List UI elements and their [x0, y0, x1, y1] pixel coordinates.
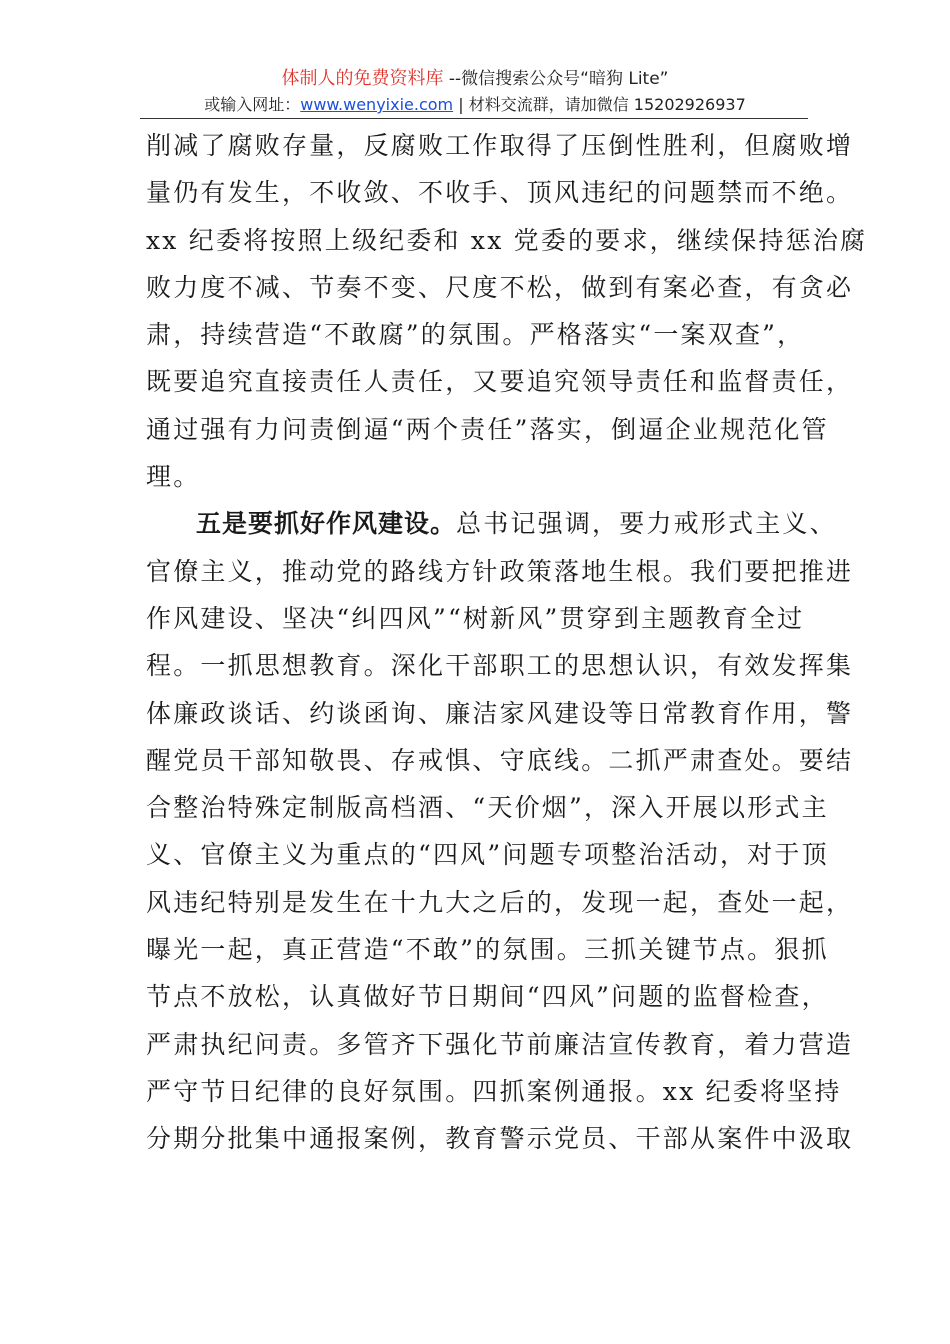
text-line: xx 纪委将按照上级纪委和 xx 党委的要求，继续保持惩治腐	[146, 225, 868, 255]
header-brand: 体制人的免费资料库	[281, 68, 444, 89]
text-line: 通过强有力问责倒逼“两个责任”落实，倒逼企业规范化管	[146, 414, 829, 444]
text-line: 义、官僚主义为重点的“四风”问题专项整治活动，对于顶	[146, 840, 829, 870]
text-line: 严守节日纪律的良好氛围。四抓案例通报。xx 纪委将坚持	[146, 1076, 842, 1106]
text-line: 曝光一起，真正营造“不敢”的氛围。三抓关键节点。狠抓	[146, 935, 829, 965]
text-line: 败力度不减、节奏不变、尺度不松，做到有案必查，有贪必	[146, 272, 854, 302]
text-line: 体廉政谈话、约谈函询、廉洁家风建设等日常教育作用，警	[146, 698, 854, 728]
text-line: 醒党员干部知敬畏、存戒惧、守底线。二抓严肃查处。要结	[146, 745, 854, 775]
header-divider	[140, 118, 808, 119]
text-line: 节点不放松，认真做好节日期间“四风”问题的监督检查，	[146, 982, 829, 1012]
text-line: 合整治特殊定制版高档酒、“天价烟”，深入开展以形式主	[146, 793, 829, 823]
text-line: 作风建设、坚决“纠四风”“树新风”贯穿到主题教育全过	[146, 603, 805, 633]
text-line: 分期分批集中通报案例，教育警示党员、干部从案件中汲取	[146, 1124, 854, 1154]
header-line-1	[140, 66, 810, 92]
page-header	[140, 66, 810, 118]
text-line: 肃，持续营造“不敢腐”的氛围。严格落实“一案双查”，	[146, 320, 805, 350]
first-line-rest: 总书记强调，要力戒形式主义、	[456, 509, 837, 539]
header-line-2	[140, 92, 810, 118]
text-line: 削减了腐败存量，反腐败工作取得了压倒性胜利，但腐败增	[146, 131, 854, 160]
document-body	[146, 122, 868, 1163]
header-contact: 材料交流群，请加微信 15202926937	[468, 95, 746, 114]
header-tagline: --微信搜索公众号“暗狗 Lite”	[443, 69, 669, 89]
header-url-prefix: 或输入网址：	[204, 95, 301, 114]
text-line: 既要追究直接责任人责任，又要追究领导责任和监督责任，	[146, 367, 854, 397]
text-line: 风违纪特别是发生在十九大之后的，发现一起，查处一起，	[146, 887, 854, 917]
header-url-link[interactable]: www.wenyixie.com	[300, 95, 454, 114]
text-line: 官僚主义，推动党的路线方针政策落地生根。我们要把推进	[146, 556, 854, 586]
text-line: 严肃执纪问责。多管齐下强化节前廉洁宣传教育，着力营造	[146, 1029, 854, 1059]
text-line: 程。一抓思想教育。深化干部职工的思想认识，有效发挥集	[146, 651, 854, 681]
text-line: 理。	[146, 462, 201, 492]
section-heading: 五是要抓好作风建设。	[196, 509, 457, 539]
paragraph-1	[146, 122, 868, 500]
paragraph-2-first-line	[146, 500, 837, 547]
text-line: 量仍有发生，不收敛、不收手、顶风违纪的问题禁而不绝。	[146, 178, 854, 208]
header-separator: |	[453, 95, 469, 114]
paragraph-2	[146, 500, 854, 1162]
